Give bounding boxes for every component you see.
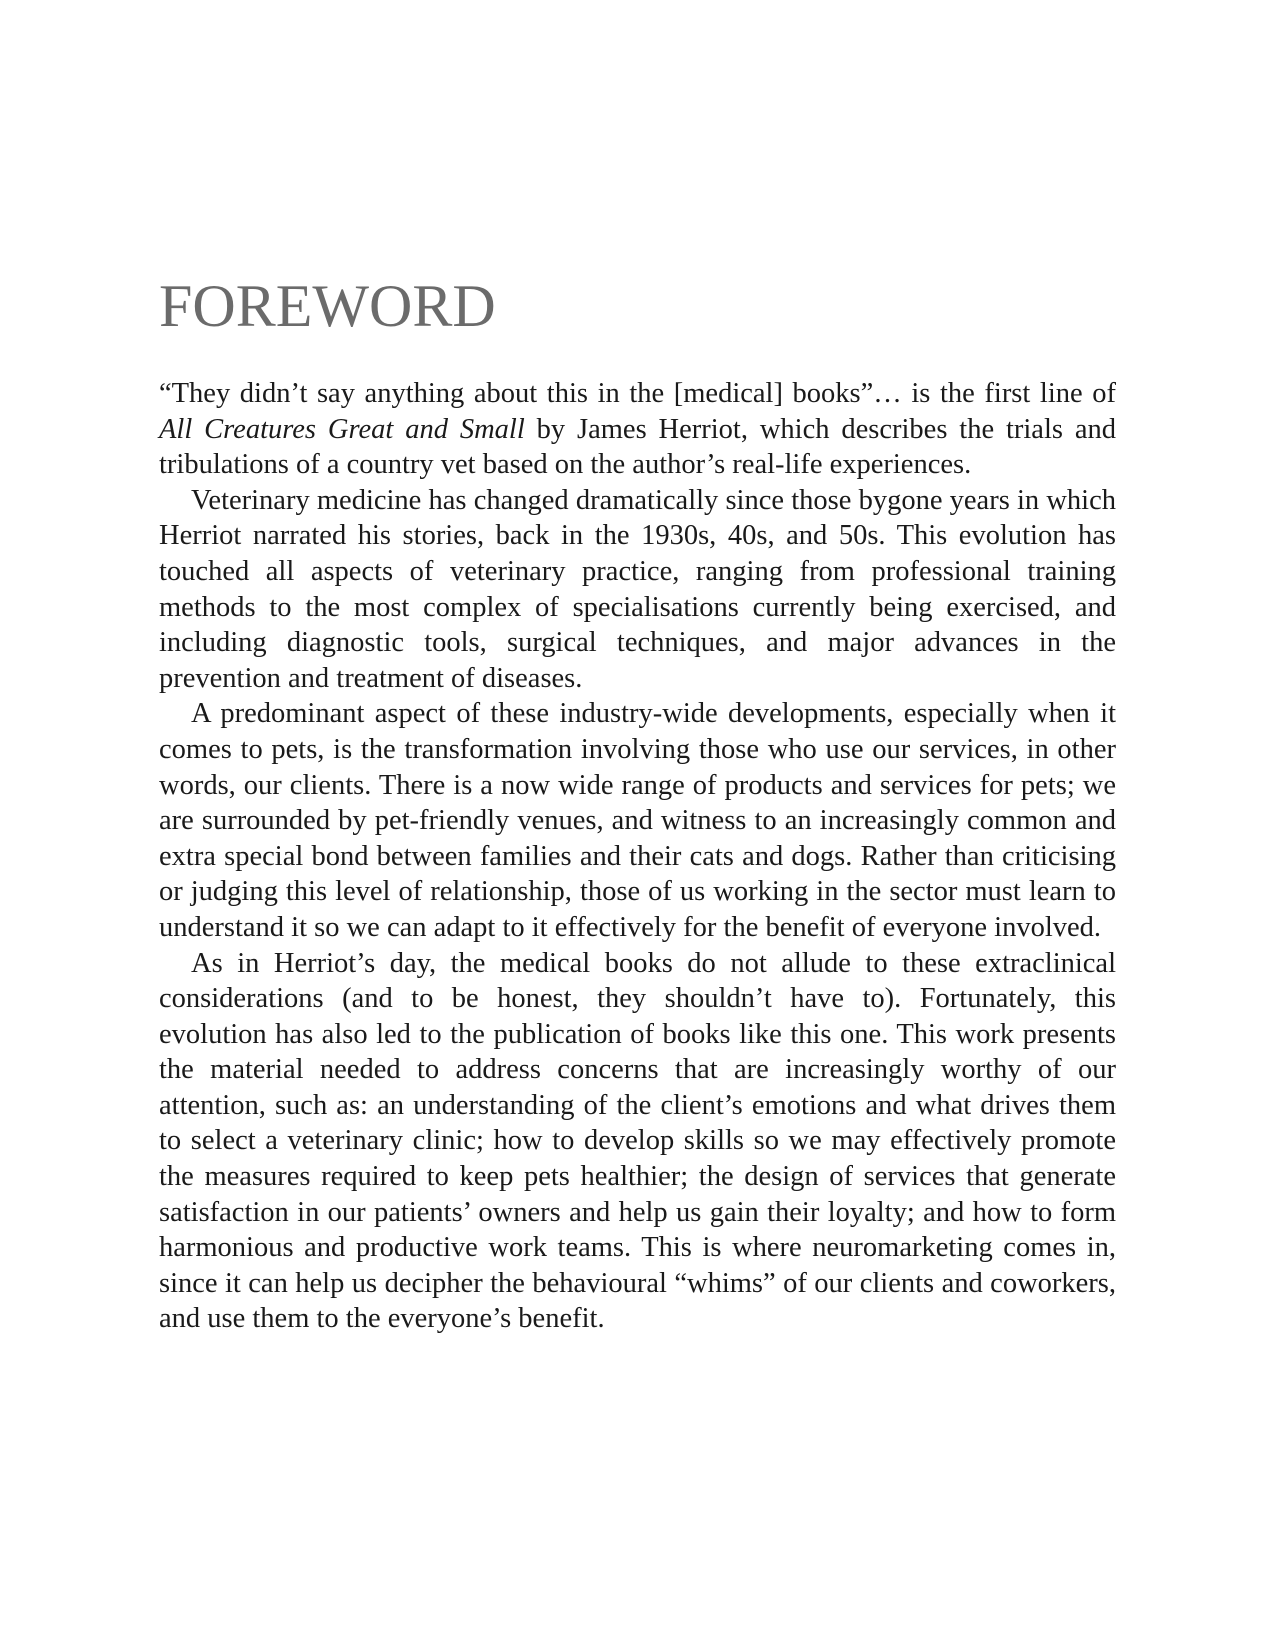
book-title: All Creatures Great and Small [159,413,525,445]
paragraph-1-closing: by James Herriot, which describes the trials and tribulations of a country vet based on the author’s real-life experiences. [159,413,1116,481]
paragraph-1 [159,376,1116,483]
paragraph-2: Veterinary medicine has changed dramatically since those bygone years in which Herriot narrated his stories, back in the 1930s, 40s, and 50s. This evolution has touched all aspects of veterinary practice, ranging from professional training methods to the most complex of specialisations currently being exercised, and including diagnostic tools, surgical techniques, and major advances in the prevention and treatment of diseases. [159,484,1116,694]
paragraph-3: A predominant aspect of these industry-wide developments, especially when it comes to pets, is the transformation involving those who use our services, in other words, our clients. There is a now wide range of products and services for pets; we are surrounded by pet-friendly venues, and witness to an increasingly common and extra special bond between families and their cats and dogs. Rather than criticising or judging this level of relationship, those of us working in the sector must learn to understand it so we can adapt to it effectively for the benefit of everyone involved. [159,698,1116,943]
page-title: FOREWORD [159,273,496,339]
paragraph-1-opening: “They didn’t say anything about this in the [medical] books”… is the first line of [159,378,1116,409]
foreword-content [159,270,1116,1337]
paragraph-4: As in Herriot’s day, the medical books do not allude to these extraclinical considerations (and to be honest, they shouldn’t have to). Fortunately, this evolution has also led to the publication of books like this one. This work presents the material needed to address concerns that are increasingly worthy of our attention, such as: an understanding of the client’s emotions and what drives them to select a veterinary clinic; how to develop skills so we may effectively promote the measures required to keep pets healthier; the design of services that generate satisfaction in our patients’ owners and help us gain their loyalty; and how to form harmonious and productive work teams. This is where neuromarketing comes in, since it can help us decipher the behavioural “whims” of our clients and coworkers, and use them to the everyone’s benefit. [159,947,1116,1335]
